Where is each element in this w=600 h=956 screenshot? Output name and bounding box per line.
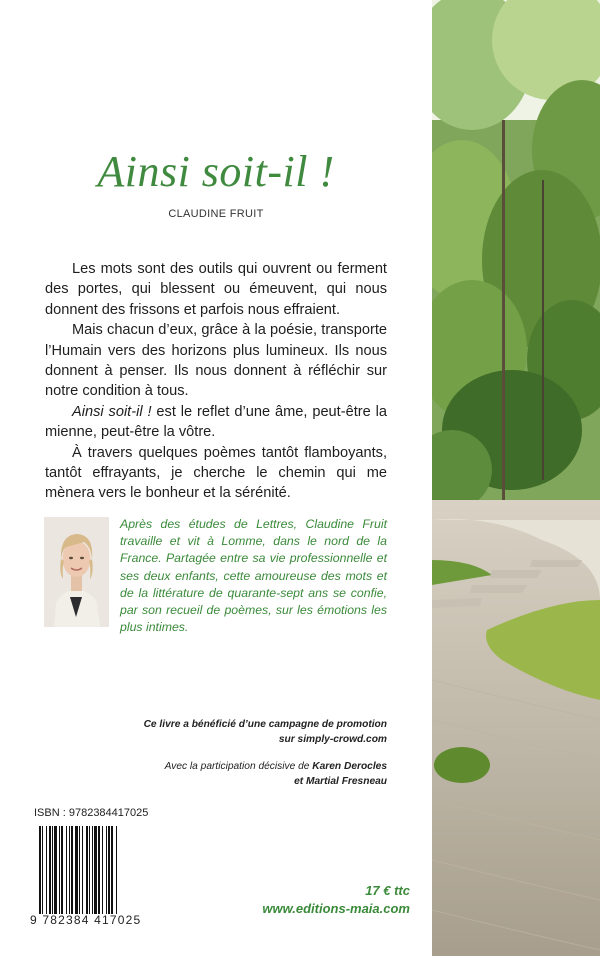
barcode-bar (52, 826, 53, 914)
barcode-bar (86, 826, 88, 914)
isbn-digits: 9 782384 417025 (30, 913, 142, 927)
participant-martial: Martial Fresneau (306, 775, 387, 787)
barcode-bar (69, 826, 70, 914)
blurb-paragraph-3-rest: est le reflet d’une âme, peut-être la mienne, peut-être la vôtre. (45, 403, 387, 441)
barcode-bar (71, 826, 73, 914)
barcode-bar (66, 826, 67, 914)
barcode-bar (106, 826, 107, 914)
participant-connector: et (294, 775, 307, 787)
participant-karen: Karen Derocles (312, 761, 387, 772)
garden-photo (432, 0, 600, 956)
blurb-paragraph-1: Les mots sont des outils qui ouvrent ou ferment des portes, qui blessent ou émeuvent, qui nous donnent des frissons et parfois nous effraient. (45, 261, 387, 318)
barcode-bar (116, 826, 117, 914)
promotion-line-1: Ce livre a bénéficié d’une campagne de promotion (143, 719, 387, 730)
barcode-bar (79, 826, 80, 914)
barcode-bar (89, 826, 90, 914)
barcode-bar (59, 826, 60, 914)
barcode-bar (46, 826, 47, 914)
price: 17 € ttc (365, 883, 410, 898)
author-biography: Après des études de Lettres, Claudine Fruit travaille et vit à Lomme, dans le nord de la France. Partagée entre sa vie professionnelle et ses deux enfants, cette amoureuse des mots et de la littérature de quarante-sept ans se confie, par son recueil de poèmes, sur les émotions les plus intimes. (120, 517, 387, 635)
blurb-title-mention: Ainsi soit-il ! (72, 403, 152, 420)
blurb-paragraph-3 (45, 402, 387, 443)
author-photo (44, 517, 109, 627)
barcode-bar (108, 826, 110, 914)
participation-prefix: Avec la participation décisive de (164, 761, 313, 772)
promotion-note (100, 718, 387, 747)
blurb-paragraph-4: À travers quelques poèmes tantôt flamboyants, tantôt effrayants, je cherche le chemin qui me mènera vers le bonheur et la sérénité. (45, 444, 387, 502)
barcode-bar (92, 826, 93, 914)
promotion-line-2: sur simply-crowd.com (278, 733, 387, 745)
publisher-website: www.editions-maia.com (262, 901, 410, 916)
barcode-bar (94, 826, 97, 914)
barcode-bar (98, 826, 100, 914)
barcode-bar (54, 826, 57, 914)
barcode-bar (42, 826, 43, 914)
isbn-label: ISBN : 9782384417025 (34, 807, 149, 819)
isbn-barcode (37, 826, 150, 914)
barcode-bar (39, 826, 41, 914)
participation-note (100, 760, 387, 789)
barcode-bar (75, 826, 78, 914)
participation-line-1 (100, 760, 387, 775)
blurb-paragraph-2: Mais chacun d’eux, grâce à la poésie, transporte l’Humain vers des horizons plus lumineux. Ils nous donnent à penser. Ils nous donnent à réfléchir sur notre condition à tous. (45, 322, 387, 400)
book-title: Ainsi soit-il ! (97, 147, 335, 196)
barcode-bar (82, 826, 83, 914)
barcode-bar (102, 826, 103, 914)
barcode-bar (61, 826, 63, 914)
barcode-bar (49, 826, 51, 914)
barcode-bar (111, 826, 113, 914)
back-cover-blurb (45, 259, 387, 504)
author-name: CLAUDINE FRUIT (168, 208, 264, 220)
participation-line-2 (100, 775, 387, 790)
